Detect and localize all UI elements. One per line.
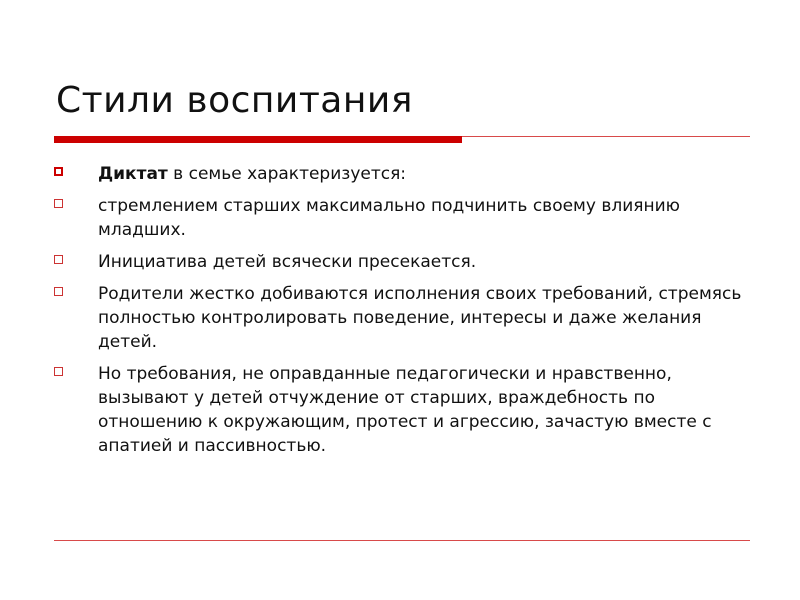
bullet-square-icon — [54, 255, 63, 264]
bullet-bold-term: Диктат — [98, 164, 168, 184]
bullet-item-2 — [54, 194, 754, 242]
bullet-item-1 — [54, 162, 754, 186]
bullet-list — [54, 162, 754, 466]
bullet-text: в семье характеризуется: — [167, 164, 407, 184]
bullet-square-icon — [54, 167, 63, 176]
bullet-text: Родители жестко добиваются исполнения своих требований, стремясь полностью контролировать поведение, интересы и даже желания детей. — [98, 284, 742, 352]
bullet-square-icon — [54, 367, 63, 376]
bullet-square-icon — [54, 199, 63, 208]
title-underline-thick — [54, 136, 462, 143]
bullet-item-5 — [54, 362, 754, 458]
slide-title: Стили воспитания — [56, 80, 413, 121]
title-underline-thin — [462, 136, 750, 137]
bullet-item-3 — [54, 250, 754, 274]
bullet-item-4 — [54, 282, 754, 354]
bullet-text: стремлением старших максимально подчинить своему влиянию младших. — [98, 196, 680, 240]
bullet-square-icon — [54, 287, 63, 296]
footer-rule — [54, 540, 750, 541]
bullet-text: Но требования, не оправданные педагогически и нравственно, вызывают у детей отчуждение от старших, враждебность по отношению к окружающим, протест и агрессию, зачастую вместе с апатией и пассивностью. — [98, 364, 712, 456]
bullet-text: Инициатива детей всячески пресекается. — [98, 252, 477, 272]
